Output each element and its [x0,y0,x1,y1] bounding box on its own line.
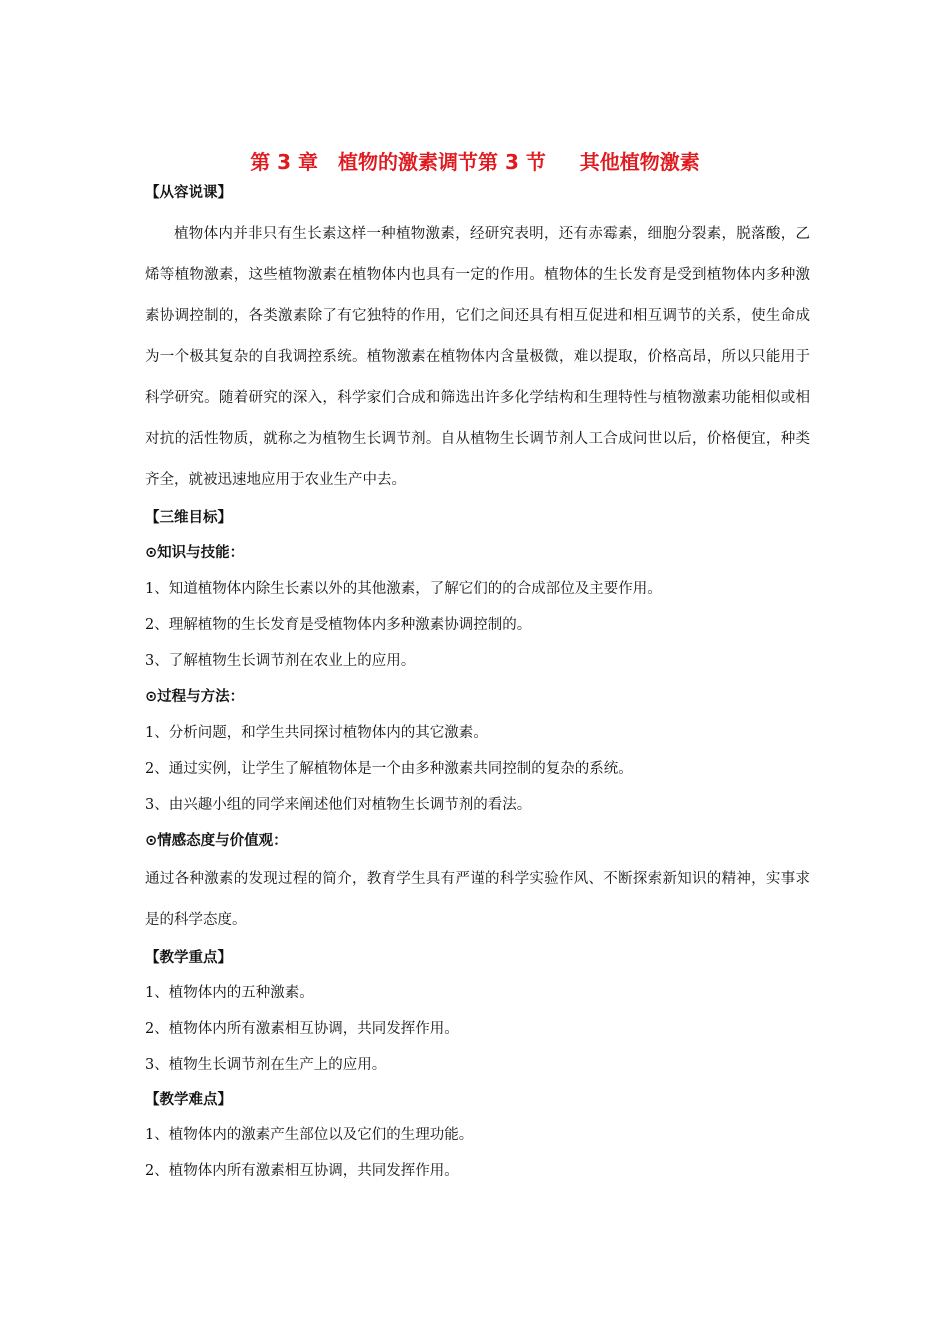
list-item: 3、植物生长调节剂在生产上的应用。 [145,1057,387,1073]
list-item: 1、植物体内的激素产生部位以及它们的生理功能。 [145,1127,474,1143]
subheading-knowledge: ⊙知识与技能： [145,545,245,561]
section-heading-key-points: 【教学重点】 [145,950,232,966]
list-item: 1、植物体内的五种激素。 [145,985,314,1001]
attitude-paragraph: 通过各种激素的发现过程的简介，教育学生具有严谨的科学实验作风、不断探索新知识的精神，实事求是的科学态度。 [145,871,810,928]
section-heading-goals: 【三维目标】 [145,510,232,526]
list-item: 2、理解植物的生长发育是受植物体内多种激素协调控制的。 [145,617,532,633]
list-item: 3、了解植物生长调节剂在农业上的应用。 [145,653,416,669]
page-title: 第 3 章 植物的激素调节第 3 节 其他植物激素 [250,150,700,174]
list-item: 1、知道植物体内除生长素以外的其他激素，了解它们的的合成部位及主要作用。 [145,581,662,597]
section-heading-intro: 【从容说课】 [145,185,232,201]
list-item: 3、由兴趣小组的同学来阐述他们对植物生长调节剂的看法。 [145,797,532,813]
list-item: 2、植物体内所有激素相互协调，共同发挥作用。 [145,1163,459,1179]
list-item: 2、通过实例，让学生了解植物体是一个由多种激素共同控制的复杂的系统。 [145,761,633,777]
list-item: 1、分析问题，和学生共同探讨植物体内的其它激素。 [145,725,488,741]
list-item: 2、植物体内所有激素相互协调，共同发挥作用。 [145,1021,459,1037]
subheading-process: ⊙过程与方法： [145,689,245,705]
section-heading-difficulties: 【教学难点】 [145,1092,232,1108]
subheading-attitude: ⊙情感态度与价值观： [145,833,288,849]
intro-paragraph: 植物体内并非只有生长素这样一种植物激素，经研究表明，还有赤霉素，细胞分裂素，脱落酸，乙烯等植物激素，这些植物激素在植物体内也具有一定的作用。植物体的生长发育是受到植物体内多种激素协调控制的，各类激素除了有它独特的作用，它们之间还具有相互促进和相互调节的关系，使生命成为一个极其复杂的自我调控系统。植物激素在植物体内含量极微，难以提取，价格高昂，所以只能用于科学研究。随着研究的深入，科学家们合成和筛选出许多化学结构和生理特性与植物激素功能相似或相对抗的活性物质，就称之为植物生长调节剂。自从植物生长调节剂人工合成问世以后，价格便宜，种类齐全，就被迅速地应用于农业生产中去。 [145,226,810,488]
document-body [145,176,810,1189]
